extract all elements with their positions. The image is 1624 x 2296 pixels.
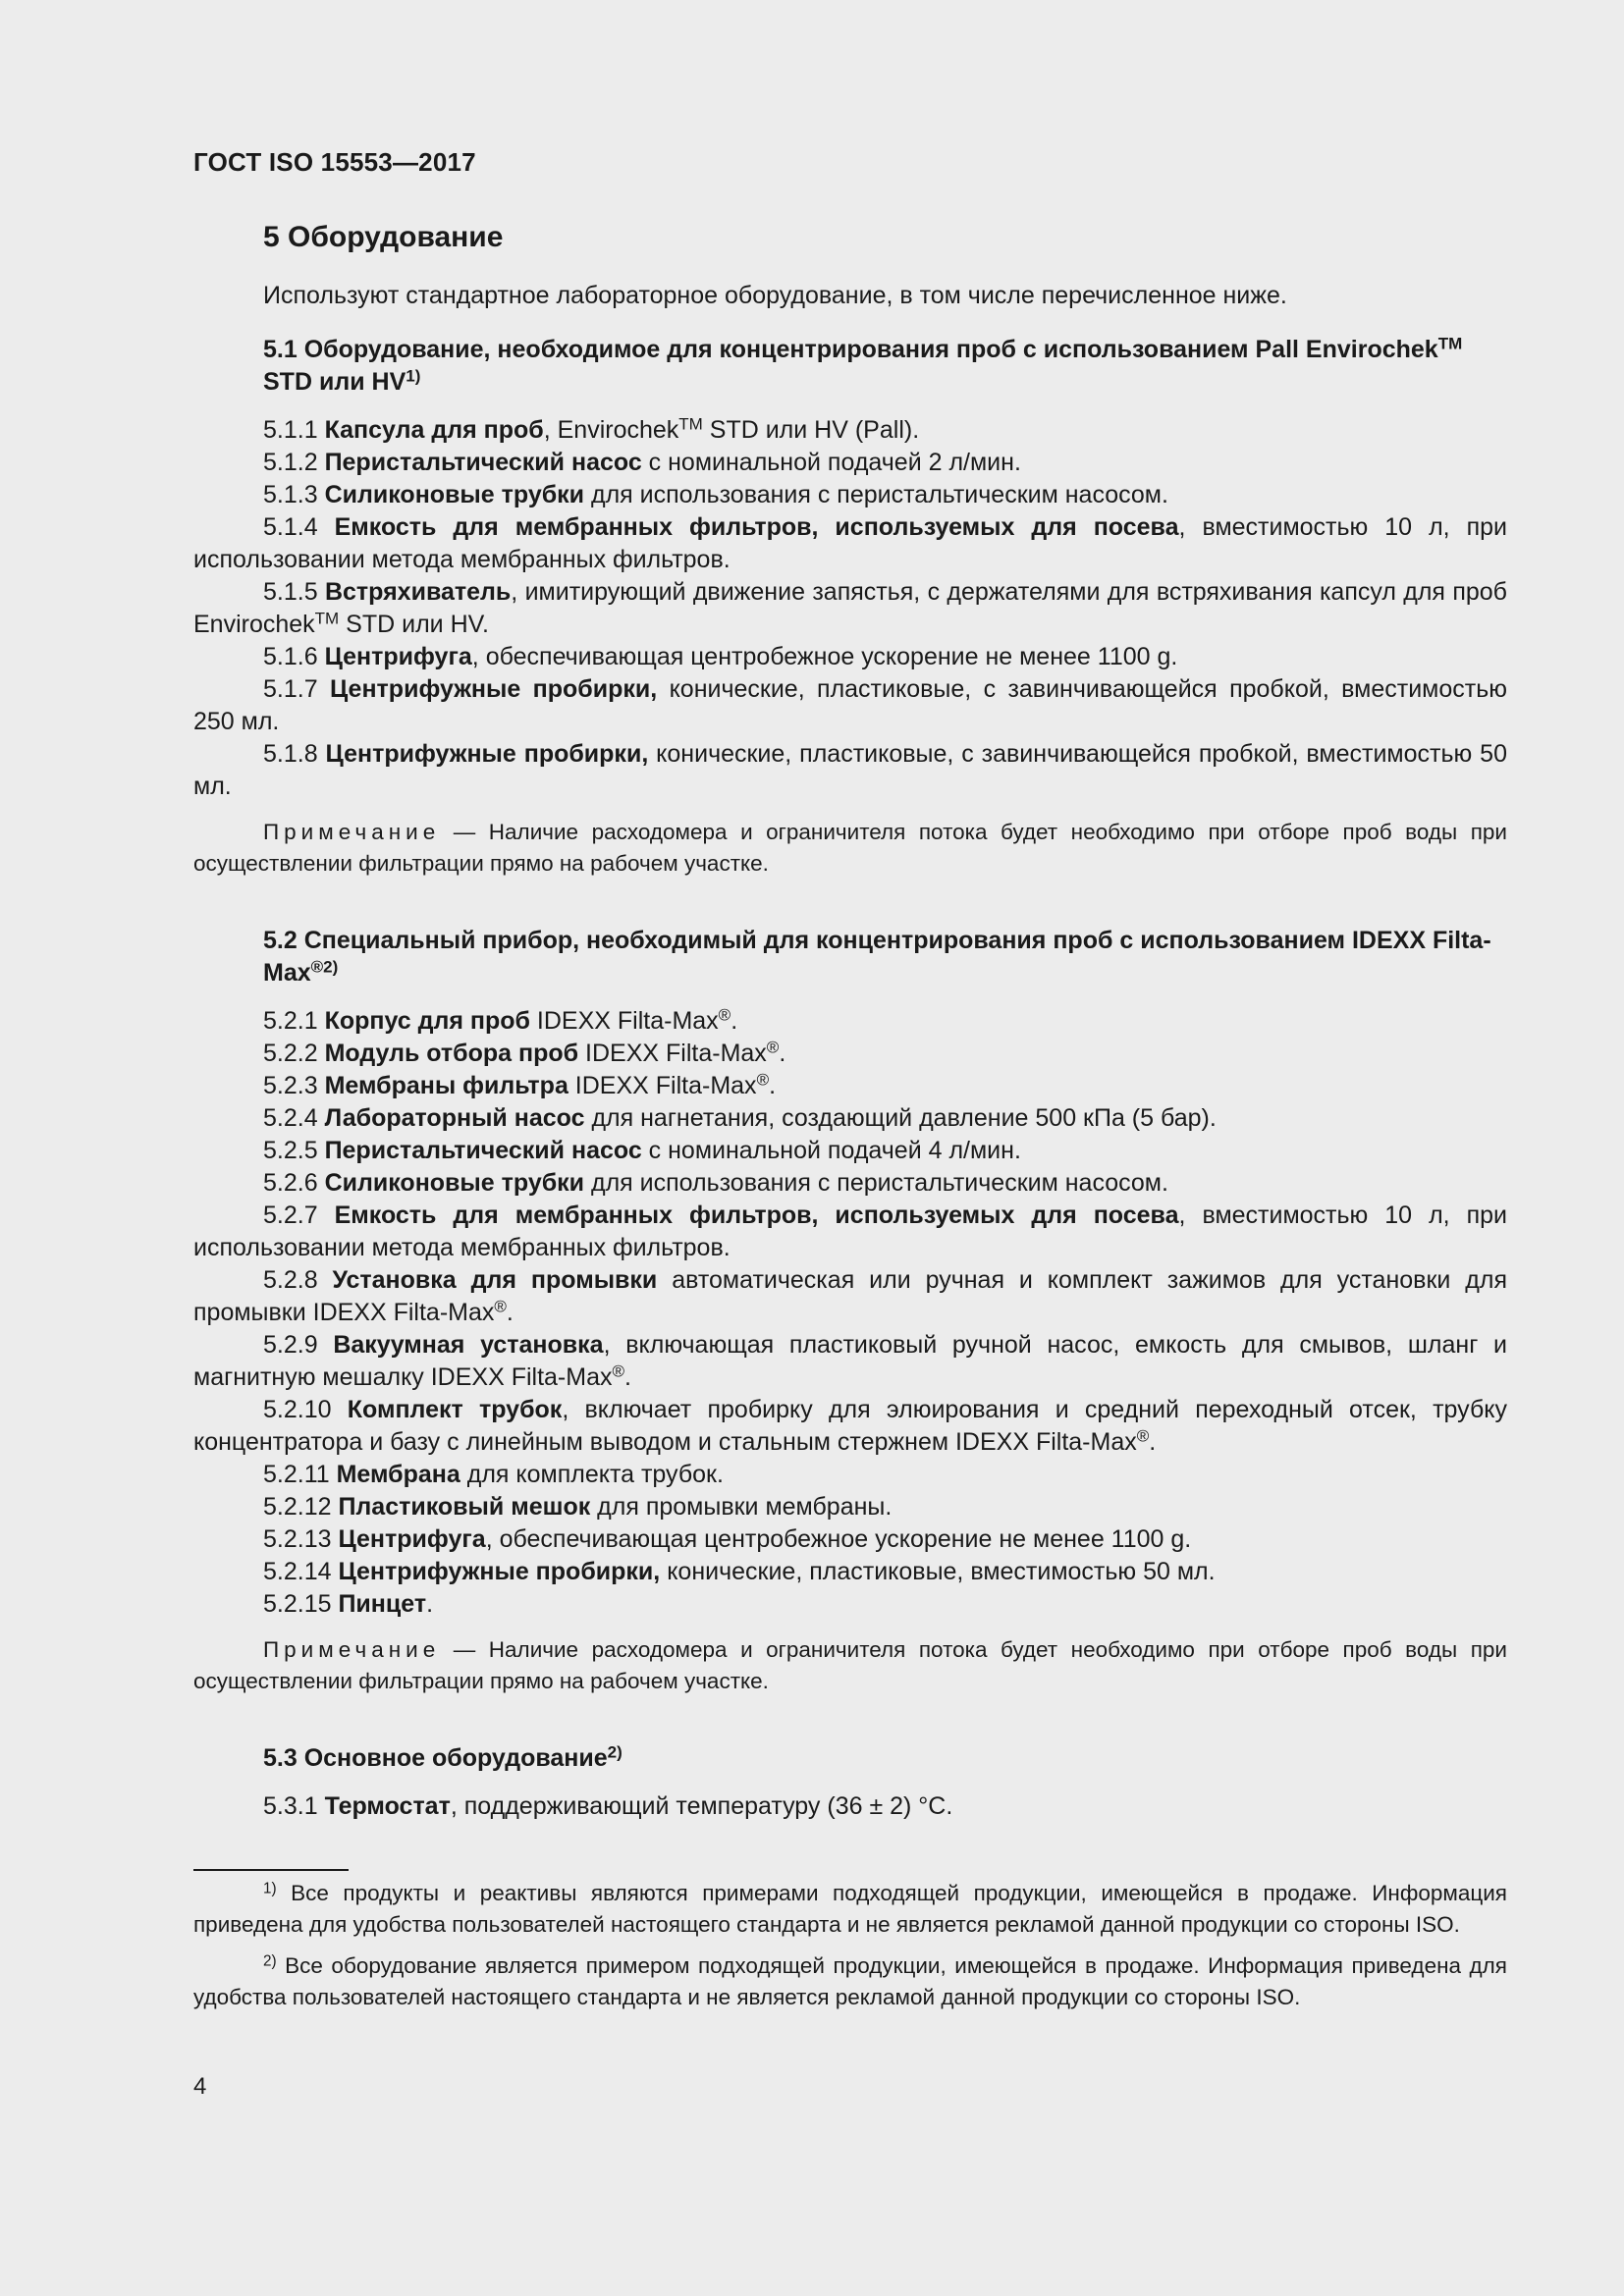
item-term: Встряхиватель [324,578,512,606]
title-text: 5.3 Основное оборудование [263,1744,608,1772]
document-body [193,221,1507,1823]
item-number: 5.1.2 [263,449,325,476]
item-text: . [769,1072,777,1099]
item-text: STD или HV (Pall). [702,416,920,444]
footnote-mark: 2) [263,1952,277,1970]
item-5-2-10 [193,1394,1507,1459]
item-5-2-6 [193,1167,1507,1200]
title-text: 5.1 Оборудование, необходимое для концентрирования проб с использованием Pall Envirochek [263,336,1438,363]
title-text: 5.2 Специальный прибор, необходимый для концентрирования проб с использованием IDEXX Filta-Max [263,927,1491,987]
footnote-separator [193,1869,349,1871]
item-5-2-8 [193,1264,1507,1329]
note-label: Примечание [263,1637,441,1662]
footnote-ref: 2) [607,1742,623,1762]
note-5-2 [193,1634,1507,1697]
item-number: 5.1.4 [263,513,335,541]
item-5-2-15 [193,1588,1507,1621]
item-5-2-14 [193,1556,1507,1588]
item-text: для использования с перистальтическим насосом. [584,1169,1168,1197]
item-5-1-3 [193,479,1507,511]
item-5-2-2 [193,1038,1507,1070]
item-text: , включающая пластиковый ручной насос, емкость для смывов, шланг и магнитную мешалку IDEXX Filta-Max [193,1331,1507,1391]
item-number: 5.1.6 [263,643,325,670]
registered-mark: ® [756,1070,770,1090]
item-number: 5.2.3 [263,1072,325,1099]
footnote-1 [193,1878,1507,1941]
item-term: Центрифужные пробирки, [329,675,658,703]
item-text: с номинальной подачей 4 л/мин. [641,1137,1021,1164]
item-text: конические, пластиковые, с завинчивающейся пробкой, вместимостью 50 мл. [193,740,1507,800]
item-term: Лабораторный насос [324,1104,585,1132]
item-term: Комплект трубок [347,1396,563,1423]
item-number: 5.3.1 [263,1792,325,1820]
item-text: конические, пластиковые, с завинчивающейся пробкой, вместимостью 250 мл. [193,675,1507,735]
item-text: , обеспечивающая центробежное ускорение не менее 1100 g. [471,643,1178,670]
item-text: , поддерживающий температуру (36 ± 2) °С. [450,1792,953,1820]
item-term: Пластиковый мешок [338,1493,591,1521]
item-number: 5.2.8 [263,1266,333,1294]
item-number: 5.2.2 [263,1040,325,1067]
item-term: Вакуумная установка [333,1331,604,1359]
item-text: , вместимостью 10 л, при использовании метода мембранных фильтров. [193,1201,1507,1261]
note-label: Примечание [263,820,441,844]
item-term: Мембраны фильтра [324,1072,568,1099]
item-text: для нагнетания, создающий давление 500 кПа (5 бар). [584,1104,1217,1132]
item-text: для комплекта трубок. [460,1461,724,1488]
item-text: , обеспечивающая центробежное ускорение не менее 1100 g. [485,1525,1192,1553]
item-number: 5.2.9 [263,1331,334,1359]
item-5-2-12 [193,1491,1507,1523]
item-number: 5.2.5 [263,1137,325,1164]
footnote-2 [193,1950,1507,2013]
item-term: Емкость для мембранных фильтров, используемых для посева [334,1201,1179,1229]
item-5-1-6 [193,641,1507,673]
item-5-3-1 [193,1790,1507,1823]
item-term: Силиконовые трубки [324,481,585,508]
item-number: 5.2.4 [263,1104,325,1132]
item-5-2-13 [193,1523,1507,1556]
item-term: Мембрана [336,1461,460,1488]
footnotes [193,1878,1507,2023]
footnote-mark: 1) [263,1880,277,1897]
item-5-2-5 [193,1135,1507,1167]
item-5-2-3 [193,1070,1507,1102]
item-text: , Envirochek [543,416,679,444]
note-5-1 [193,817,1507,880]
item-number: 5.1.8 [263,740,326,768]
item-text: , включает пробирку для элюирования и средний переходный отсек, трубку концентратора и базу с линейным выводом и стальным стержнем IDEXX Filta-Max [193,1396,1507,1456]
item-number: 5.2.13 [263,1525,339,1553]
footnote-text: Все оборудование является примером подходящей продукции, имеющейся в продаже. Информация приведена для удобства пользователей настоящего стандарта и не является рекламой данной продукции со стороны ISO. [193,1953,1507,2009]
item-text: . [426,1590,434,1618]
item-text: . [624,1363,631,1391]
registered-mark: ® [494,1297,507,1316]
item-number: 5.2.10 [263,1396,348,1423]
note-text: — Наличие расходомера и ограничителя потока будет необходимо при отборе проб воды при осуществлении фильтрации прямо на рабочем участке. [193,1637,1507,1693]
registered-mark: ® [718,1005,731,1025]
item-number: 5.2.7 [263,1201,335,1229]
item-text: для использования с перистальтическим насосом. [584,481,1168,508]
item-term: Капсула для проб [324,416,544,444]
footnote-text: Все продукты и реактивы являются примерами подходящей продукции, имеющейся в продаже. Информация приведена для удобства пользователей настоящего стандарта и не является рекламой данной продукции со стороны ISO. [193,1881,1507,1937]
item-number: 5.1.5 [263,578,325,606]
section-5-3-title [193,1742,1507,1775]
item-text: IDEXX Filta-Max [578,1040,767,1067]
item-5-2-4 [193,1102,1507,1135]
footnote-ref: ®2) [310,957,339,977]
item-term: Центрифужные пробирки, [338,1558,661,1585]
item-5-1-2 [193,447,1507,479]
item-5-1-4 [193,511,1507,576]
item-text: для промывки мембраны. [590,1493,893,1521]
item-number: 5.1.3 [263,481,325,508]
item-number: 5.1.7 [263,675,330,703]
trademark-mark: TM [1437,334,1463,353]
item-number: 5.2.11 [263,1461,337,1488]
item-text: . [731,1007,738,1035]
item-term: Центрифуга [324,643,472,670]
page-number: 4 [193,2073,207,2100]
registered-mark: ® [766,1038,780,1057]
item-5-1-1 [193,414,1507,447]
item-number: 5.1.1 [263,416,325,444]
item-term: Корпус для проб [324,1007,530,1035]
item-term: Перистальтический насос [324,449,642,476]
item-term: Пинцет [338,1590,427,1618]
item-text: конические, пластиковые, вместимостью 50 мл. [660,1558,1216,1585]
item-text: STD или HV. [339,611,489,638]
trademark-mark: TM [678,414,703,434]
item-number: 5.2.1 [263,1007,325,1035]
item-term: Установка для промывки [332,1266,658,1294]
section-5-2-title [193,925,1507,989]
item-5-1-5 [193,576,1507,641]
item-term: Модуль отбора проб [324,1040,579,1067]
item-number: 5.2.15 [263,1590,339,1618]
item-term: Центрифужные пробирки, [325,740,649,768]
item-5-1-8 [193,738,1507,803]
item-5-2-9 [193,1329,1507,1394]
item-text: IDEXX Filta-Max [568,1072,757,1099]
item-term: Силиконовые трубки [324,1169,585,1197]
item-5-2-1 [193,1005,1507,1038]
registered-mark: ® [1136,1426,1150,1446]
section-5-title: 5 Оборудование [263,221,504,253]
item-text: , имитирующий движение запястья, с держателями для встряхивания капсул для проб Envirochek [193,578,1507,638]
item-5-2-7 [193,1200,1507,1264]
item-text: с номинальной подачей 2 л/мин. [641,449,1021,476]
item-text: . [779,1040,786,1067]
footnote-ref: 1) [406,366,421,386]
item-text: автоматическая или ручная и комплект зажимов для установки для промывки IDEXX Filta-Max [193,1266,1507,1326]
registered-mark: ® [612,1362,625,1381]
running-header: ГОСТ ISO 15553—2017 [193,147,476,177]
item-number: 5.2.6 [263,1169,325,1197]
item-term: Центрифуга [338,1525,486,1553]
trademark-mark: TM [314,609,340,628]
note-text: — Наличие расходомера и ограничителя потока будет необходимо при отборе проб воды при осуществлении фильтрации прямо на рабочем участке. [193,820,1507,876]
item-term: Емкость для мембранных фильтров, используемых для посева [334,513,1179,541]
item-term: Термостат [324,1792,451,1820]
item-text: . [1149,1428,1157,1456]
section-5-intro: Используют стандартное лабораторное оборудование, в том числе перечисленное ниже. [263,282,1287,309]
item-5-2-11 [193,1459,1507,1491]
item-text: , вместимостью 10 л, при использовании метода мембранных фильтров. [193,513,1507,573]
item-text: . [506,1299,514,1326]
section-5-1-title [193,334,1507,399]
item-number: 5.2.12 [263,1493,339,1521]
item-term: Перистальтический насос [324,1137,642,1164]
title-text: STD или HV [263,368,406,396]
item-5-1-7 [193,673,1507,738]
item-text: IDEXX Filta-Max [529,1007,719,1035]
item-number: 5.2.14 [263,1558,339,1585]
